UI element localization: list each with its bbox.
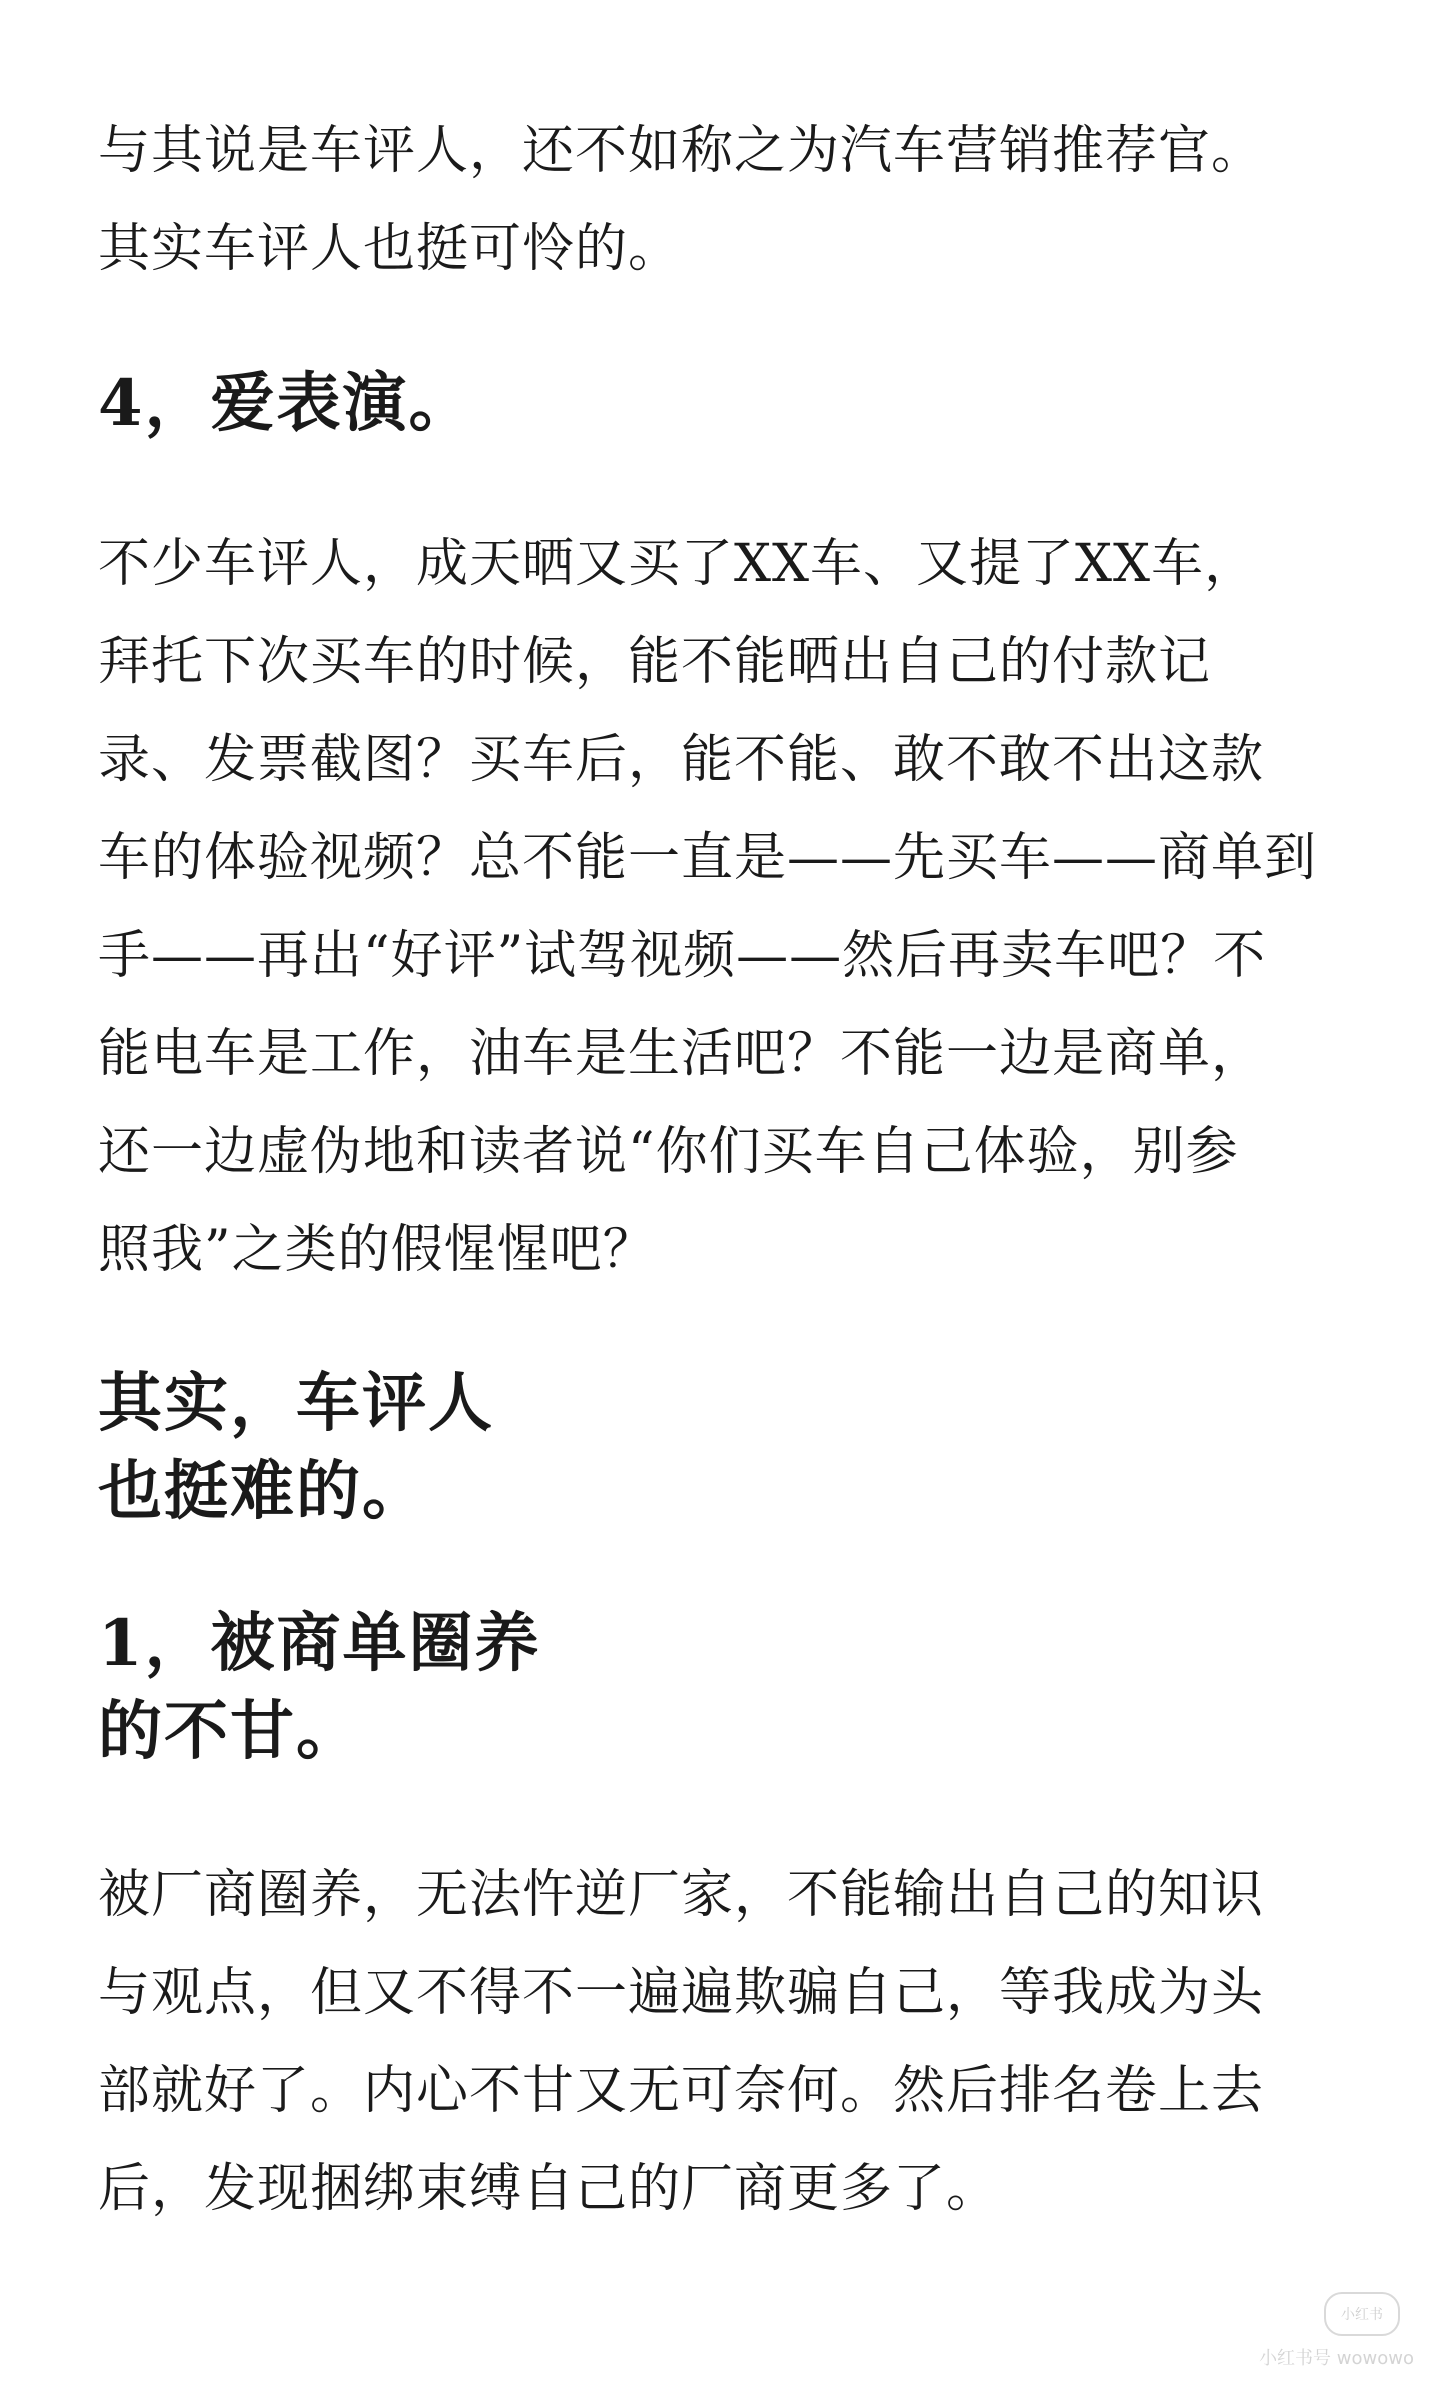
- paragraph-line: 还一边虚伪地和读者说“你们买车自己体验，别参: [98, 1122, 1239, 1182]
- watermark-text: 小红书号 wowowo: [1259, 2348, 1414, 2369]
- paragraph-line: 拜托下次买车的时候，能不能晒出自己的付款记: [98, 632, 1212, 692]
- heading-line: 1，被商单圈养: [98, 1606, 541, 1681]
- paragraph-line: 车的体验视频？总不能一直是——先买车——商单到: [98, 828, 1318, 888]
- paragraph-line: 被厂商圈养，无法忤逆厂家，不能输出自己的知识: [98, 1865, 1265, 1925]
- paragraph-line: 部就好了。内心不甘又无可奈何。然后排名卷上去: [98, 2061, 1265, 2121]
- section-heading-4: [98, 360, 475, 448]
- section1-paragraph: [98, 1846, 1368, 2238]
- heading-line: 的不甘。: [98, 1694, 362, 1769]
- section-heading-1: [98, 1600, 541, 1776]
- heading-line: 其实，车评人: [98, 1366, 494, 1441]
- heading-line: 4，爱表演。: [98, 366, 475, 441]
- intro-paragraph: [98, 102, 1368, 298]
- paragraph-line: 手——再出“好评”试驾视频——然后再卖车吧？不: [98, 926, 1267, 986]
- paragraph-line: 其实车评人也挺可怜的。: [98, 219, 682, 279]
- paragraph-line: 与其说是车评人，还不如称之为汽车营销推荐官。: [98, 121, 1265, 181]
- paragraph-line: 后，发现捆绑束缚自己的厂商更多了。: [98, 2159, 1000, 2219]
- part-heading: [98, 1360, 494, 1536]
- paragraph-line: 与观点，但又不得不一遍遍欺骗自己，等我成为头: [98, 1963, 1265, 2023]
- paragraph-line: 不少车评人，成天晒又买了XX车、又提了XX车，: [98, 534, 1258, 594]
- paragraph-line: 能电车是工作，油车是生活吧？不能一边是商单，: [98, 1024, 1265, 1084]
- paragraph-line: 照我”之类的假惺惺吧？: [98, 1220, 656, 1280]
- watermark: [1244, 2292, 1414, 2382]
- section4-paragraph: [98, 515, 1368, 1299]
- watermark-logo: 小红书: [1324, 2292, 1400, 2336]
- paragraph-line: 录、发票截图？买车后，能不能、敢不敢不出这款: [98, 730, 1265, 790]
- heading-line: 也挺难的。: [98, 1454, 428, 1529]
